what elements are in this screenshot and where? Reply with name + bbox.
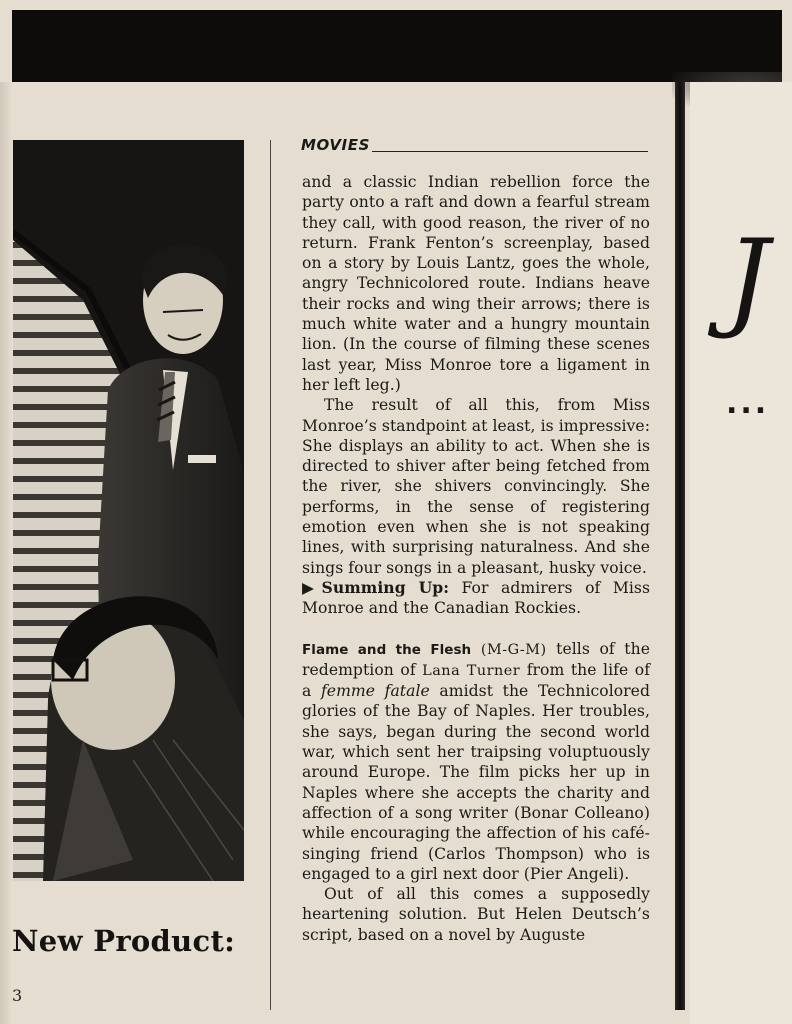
page-edge-shadow	[0, 82, 12, 1024]
article-body	[302, 172, 650, 945]
page-fold-rule	[675, 82, 685, 1010]
ad-footnote-mark: 3	[12, 986, 23, 1005]
summing-up	[302, 578, 650, 619]
illustration-drawing	[13, 140, 244, 881]
review-text-a: from the life of a	[302, 660, 651, 701]
column-divider	[270, 140, 271, 1010]
review-text-b: amidst the Technicolored glories of the Bay of Naples. Her troubles, she says, began during the second world war, which sent her traipsing voluptuously around Europe. The film picks her up in Naples where she accepts the charity and affection of a song writer (Bonar Colleano) while encouraging the affection of his café-singing friend (Carlos Thompson) who is engaged to a girl next door (Pier Angeli).	[302, 682, 650, 883]
film-star: Lana Turner	[422, 662, 521, 679]
script-letter-fragment: J	[726, 217, 770, 342]
ellipsis-fragment: ...	[726, 386, 770, 421]
italic-phrase: femme fatale	[320, 682, 430, 701]
ad-headline: New Product:	[12, 924, 236, 958]
paragraph-last: Out of all this comes a supposedly heartening solution. But Helen Deutsch’s script, based on a novel by Auguste	[302, 885, 650, 944]
paragraph-1: and a classic Indian rebellion force the party onto a raft and down a fearful stream they call, with good reason, the river of no return. Frank Fenton’s screenplay, based on a story by Louis Lantz, goes the whole, angry Technicolored route. Indians heave their rocks and wing their arrows; there is much white water and a hungry mountain lion. (In the course of filming these scenes last year, Miss Monroe tore a ligament in her left leg.)	[302, 173, 650, 394]
film-studio: (M-G-M)	[471, 641, 547, 658]
summing-up-label: ▶Summing Up:	[302, 577, 450, 597]
pocket-square	[188, 455, 216, 463]
review-flame-and-the-flesh	[302, 639, 650, 885]
section-rule	[372, 151, 648, 152]
section-label: MOVIES	[301, 136, 370, 154]
summing-up-text: For admirers of Miss Monroe and the Canadian Rockies.	[302, 578, 650, 618]
film-title: Flame and the Flesh	[302, 641, 472, 658]
advertisement-illustration	[13, 140, 244, 881]
review-lead-in: tells of the redemption of	[302, 639, 650, 679]
top-black-band	[12, 10, 782, 82]
paragraph-2: The result of all this, from Miss Monroe’s standpoint at least, is impressive: She displays an ability to act. When she is directed to shiver after being fetched from the river, she shivers convincingly. She performs, in the sense of registering emotion even when she is not speaking lines, with surprising naturalness. And she sings four songs in a pleasant, husky voice.	[302, 396, 650, 577]
